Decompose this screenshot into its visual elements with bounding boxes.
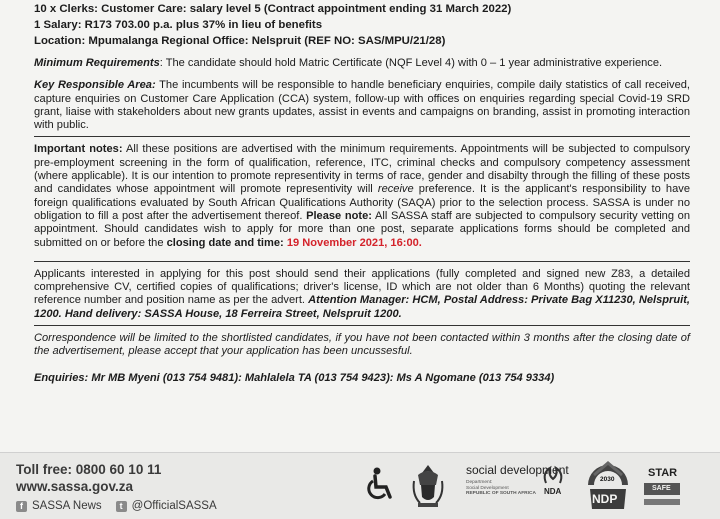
social-development-title: social development: [466, 463, 569, 477]
ndp-label: NDP: [592, 492, 618, 506]
toll-free: Toll free: 0800 60 10 11: [16, 462, 162, 477]
key-responsible-area: Key Responsible Area: The incumbents will be responsible to handle beneficiary enquiries, compile daily statistics of call received, capture enquiries on Customer Care Application (CCA) system, follow-up with offices on enquiries regarding special Covid-19 SRD grant, liaise with stakeholders about new grants updates, assist in events and campaigns on branding, assist in promoting interaction with public.: [34, 79, 690, 132]
coat-of-arms-icon: [410, 463, 446, 509]
social-links: [16, 500, 217, 512]
important-notes: Important notes: All these positions are advertised with the minimum requirements. Appointments will be subjected to compulsory pre-employment screening in the form of qualification, reference, ITC, criminal checks and compulsory competency assessment (where applicable). It is our intention to promote representivity in terms of race, gender and disabilty through the filling of these posts and candidates whose appointment will promote representivity will receive preference. It is the applicant's responsibility to have foreign qualifications evaluated by South African Qualifications Authority (SAQA) prior to the selection process. SASSA is under no obligation to fill a post after the advertisement thereof. Please note: All SASSA staff are subjected to compulsory security vetting on appointment. Should candidates wish to apply for more than one post, separate applications forms should be completed and submitted on or before the closing date and time: 19 November 2021, 16:00.: [34, 143, 690, 249]
divider: [34, 325, 690, 326]
ndp-year: 2030: [600, 476, 615, 483]
footer-banner: [0, 452, 720, 519]
wheelchair-icon: [366, 467, 396, 503]
divider: [34, 136, 690, 137]
twitter-icon: t: [116, 501, 127, 512]
social-development-subtitle: Department: Social Development REPUBLIC OF SOUTH AFRICA: [466, 480, 536, 497]
application-instructions: Applicants interested in applying for this post should send their applications (fully completed and signed new Z83, a detailed comprehensive CV, certified copies of qualifications; driver's license, ID which are not older than 6 Months) quoting the relevant reference number and position name as per the advert. Attention Manager: HCM, Postal Address: Private Bag X11230, Nelspruit, 1200. Hand delivery: SASSA House, 18 Ferreira Street, Nelspruit 1200.: [34, 267, 690, 320]
enquiries: Enquiries: Mr MB Myeni (013 754 9481): Mahlalela TA (013 754 9423): Ms A Ngomane (013 754 9334): [34, 371, 555, 384]
website-link[interactable]: www.sassa.gov.za: [16, 479, 134, 494]
correspondence-note: Correspondence will be limited to the shortlisted candidates, if you have not been contacted within 3 months after the closing date of the advertisement, please accept that your application has been uncussesful.: [34, 332, 690, 358]
position-title: 10 x Clerks: Customer Care: salary level 5 (Contract appointment ending 31 March 2022): [34, 3, 512, 15]
minimum-requirements: Minimum Requirements: The candidate should hold Matric Certificate (NQF Level 4) with 0 – 1 year administrative experience.: [34, 57, 663, 69]
kra-label: Key Responsible Area:: [34, 79, 156, 92]
closing-date: 19 November 2021, 16:00.: [286, 236, 422, 249]
facebook-icon: f: [16, 501, 27, 512]
location-line: Location: Mpumalanga Regional Office: Nelspruit (REF NO: SAS/MPU/21/28): [34, 35, 446, 47]
nda-logo-icon: [540, 465, 566, 485]
divider: [34, 261, 690, 262]
minimum-requirements-label: Minimum Requirements: [34, 57, 160, 69]
postal-address: Attention Manager: HCM, Postal Address: Private Bag X11230, Nelspruit, 1200. Hand delivery: SASSA House, 18 Ferreira Street, Nelspruit 1200.: [34, 294, 690, 320]
salary-line: 1 Salary: R173 703.00 p.a. plus 37% in lieu of benefits: [34, 19, 323, 31]
safe-label: SAFE: [652, 485, 671, 492]
please-note-label: Please note:: [306, 209, 372, 222]
twitter-link[interactable]: @OfficialSASSA: [131, 500, 217, 512]
facebook-link[interactable]: SASSA News: [32, 500, 102, 512]
job-advert: [34, 0, 690, 385]
nda-label: NDA: [544, 487, 562, 496]
star-label: STAR: [648, 467, 678, 479]
important-label: Important notes:: [34, 143, 123, 156]
closing-label: closing date and time:: [166, 236, 284, 249]
